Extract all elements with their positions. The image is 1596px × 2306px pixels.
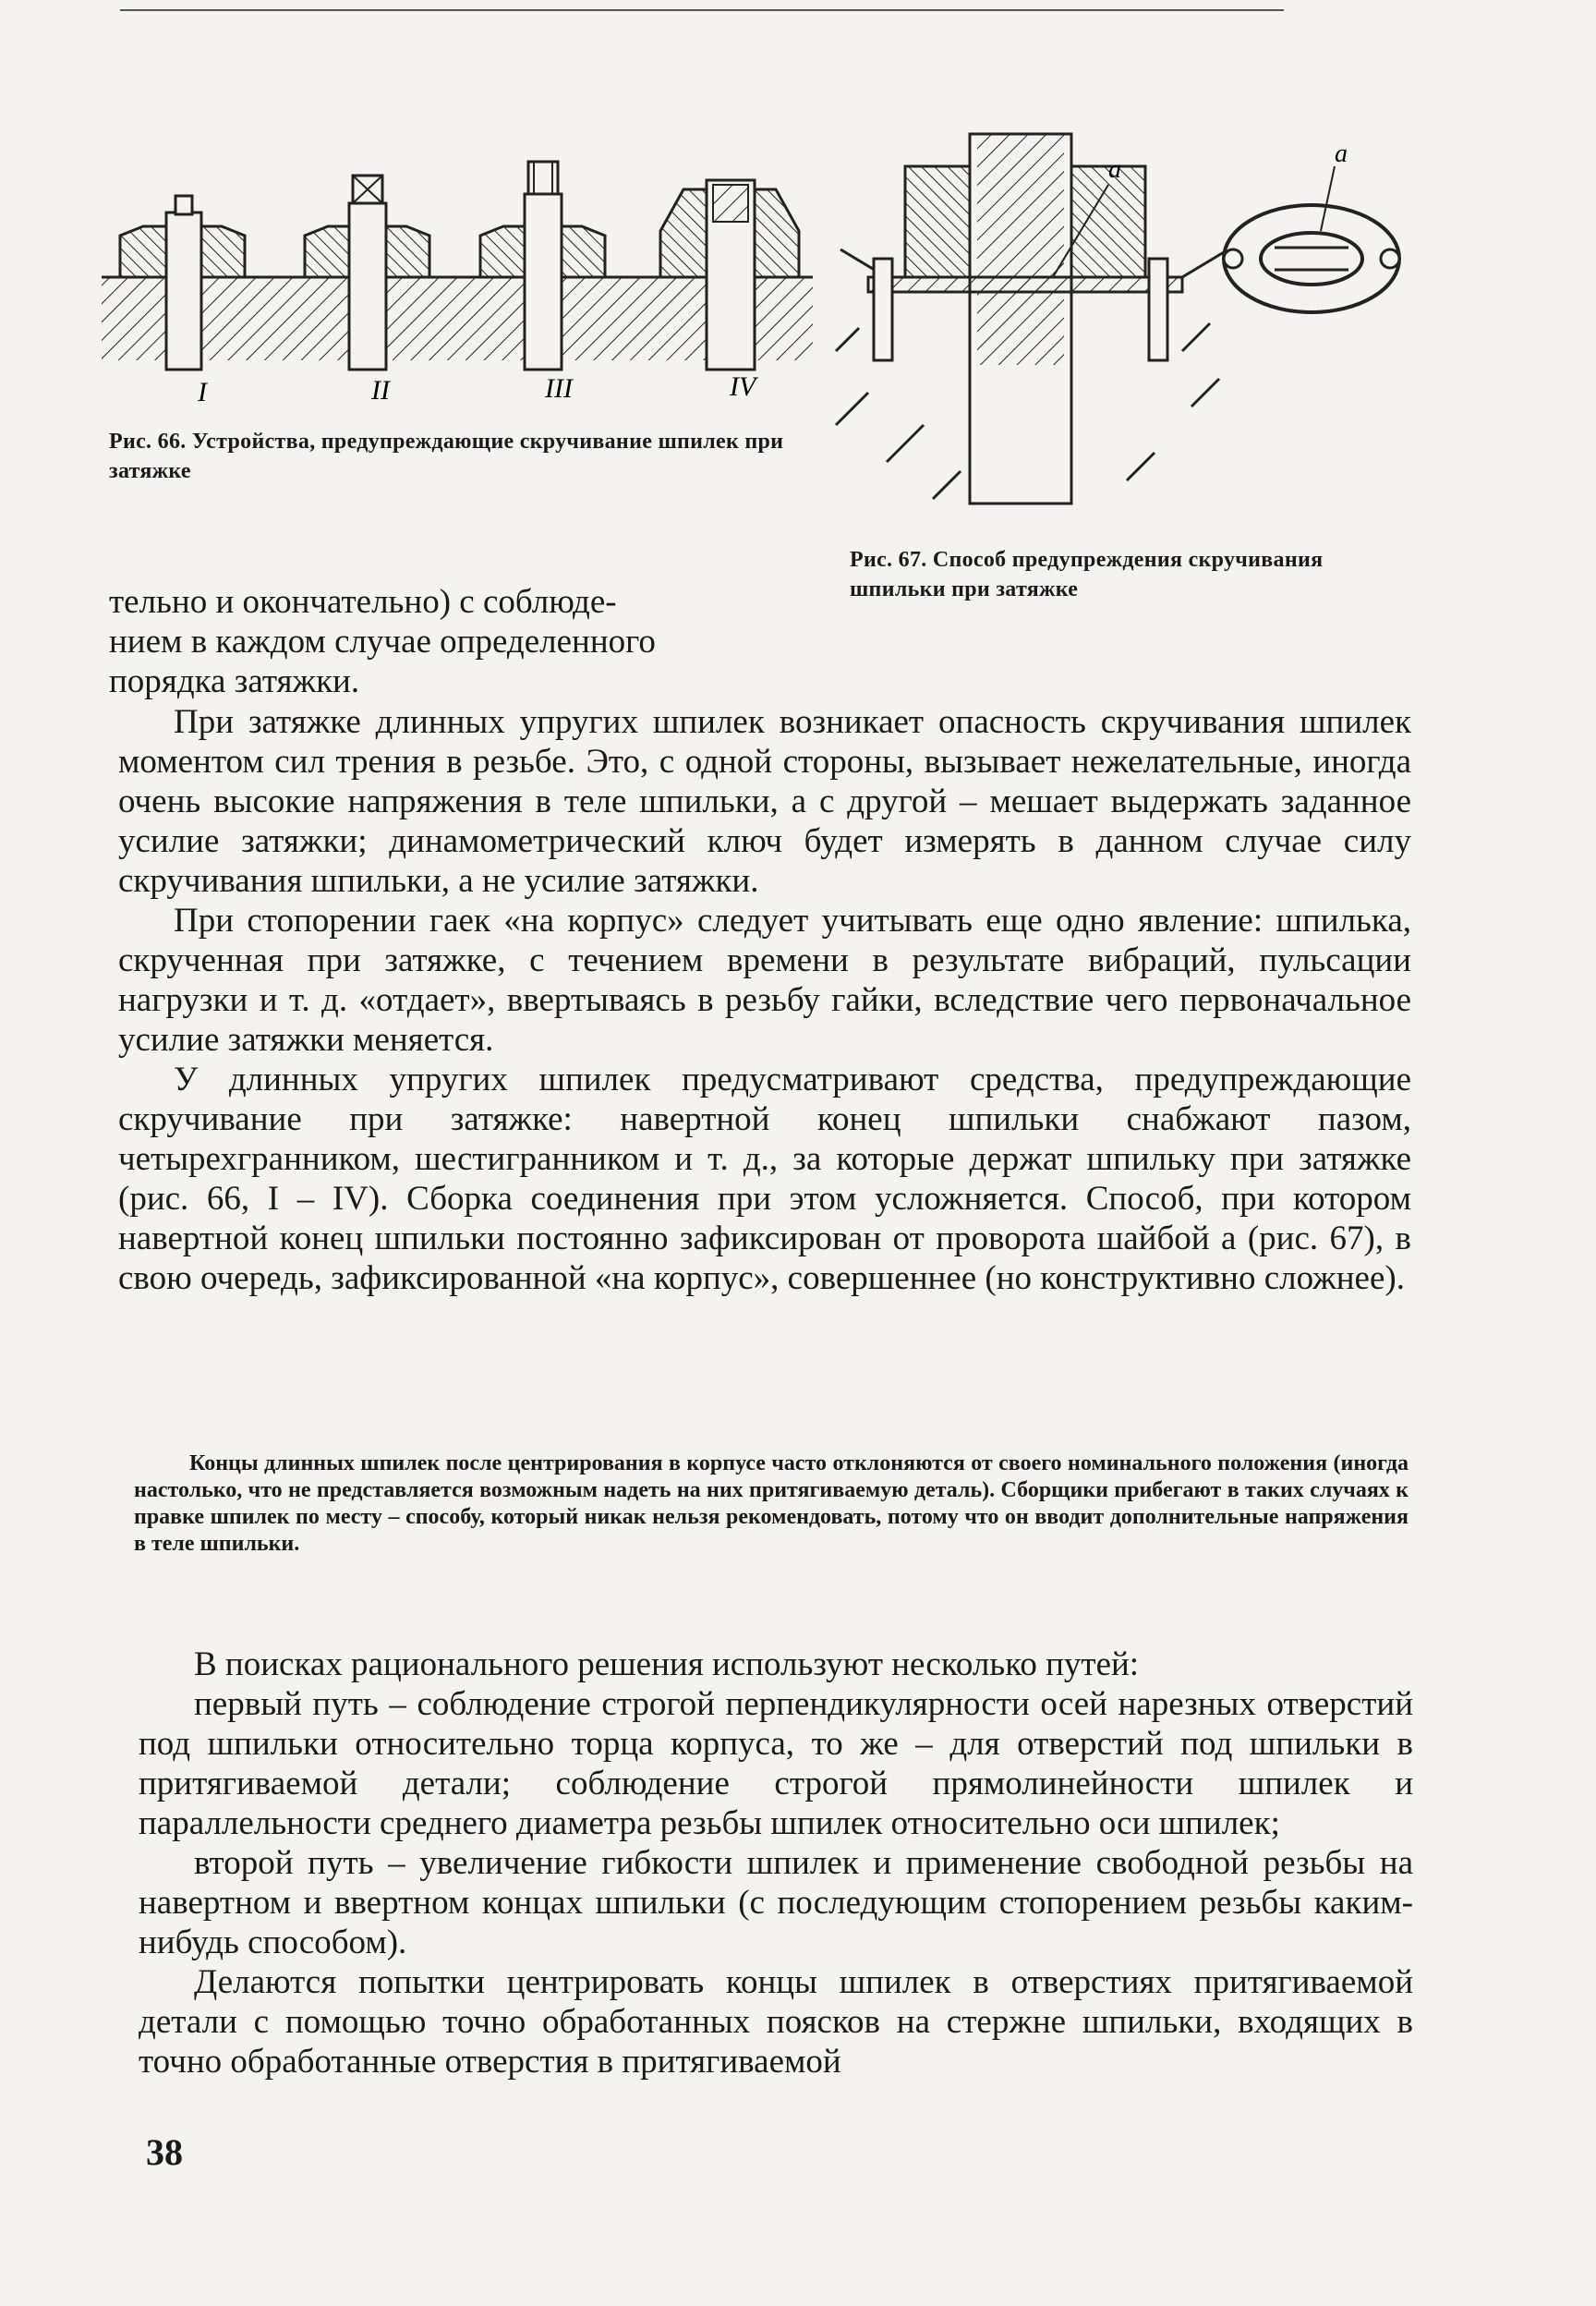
label-II: II — [371, 375, 390, 406]
figure-67-caption-label: Рис. 67. — [850, 548, 927, 572]
paragraph-2: При стопорении гаек «на корпус» следует учитывать еще одно явление: шпилька, скрученная при затяжке, с течением времени в результате вибраций, пульсации нагрузки и т. д. «отдает», ввертываясь в резьбу гайки, вследствие чего первоначальное усилие затяжки меняется. — [118, 902, 1411, 1059]
figure-67-caption-text: Способ предупреждения скручивания шпильки при затяжке — [850, 548, 1324, 601]
label-I: I — [198, 377, 207, 407]
figure-66-drawing — [102, 139, 822, 407]
paragraph-4: В поисках рационального решения используют несколько путей: — [194, 1645, 1140, 1683]
figure-67-caption — [850, 545, 1404, 604]
label-III: III — [545, 373, 573, 404]
figure-66-caption-label: Рис. 66. — [109, 430, 187, 454]
figure-67-drawing — [831, 129, 1404, 517]
label-a-section: a — [1108, 155, 1121, 184]
top-rule — [120, 9, 1284, 11]
intro-line-1: тельно и окончательно) с соблюде- — [109, 583, 617, 621]
paragraph-1: При затяжке длинных упругих шпилек возникает опасность скручивания шпилек моментом сил трения в резьбе. Это, с одной стороны, вызывает нежелательные, иногда очень высокие напряжения в теле шпильки, а с другой – мешает выдержать заданное усилие затяжки; динамометрический ключ будет измерять в данном случае силу скручивания шпильки, а не усилие затяжки. — [118, 703, 1411, 900]
figure-66-caption-text: Устройства, предупреждающие скручивание шпилек при затяжке — [109, 430, 784, 483]
figure-66-caption — [109, 427, 811, 486]
washer-section — [868, 277, 1182, 292]
intro-line-2: нием в каждом случае определенного — [109, 623, 656, 661]
intro-text — [109, 582, 756, 701]
main-text-2 — [139, 1645, 1413, 2081]
figure-66 — [102, 139, 822, 407]
paragraph-7: Делаются попытки центрировать концы шпилек в отверстиях притягиваемой детали с помощью точно обработанных поясков на стержне шпильки, входящих в точно обработанные отверстия в притягиваемой — [139, 1963, 1413, 2081]
paragraph-3: У длинных упругих шпилек предусматривают средства, предупреждающие скручивание при затяжке: навертной конец шпильки снабжают пазом, четырехгранником, шестигранником и т. д., за которые держат шпильку при затяжке (рис. 66, I – IV). Сборка соединения при этом усложняется. Способ, при котором навертной конец шпильки постоянно зафиксирован от проворота шайбой a (рис. 67), в свою очередь, зафиксированной «на корпус», совершеннее (но конструктивно сложнее). — [118, 1061, 1411, 1297]
washer-plan — [1224, 205, 1399, 312]
small-print-note: Концы длинных шпилек после центрирования в корпусе часто отклоняются от своего номинального положения (иногда настолько, что не представляется возможным надеть на них притягиваемую деталь). Сборщики прибегают в таких случаях к правке шпилек по месту – способу, который никак нельзя рекомендовать, потому что он вводит дополнительные напряжения в теле шпильки. — [134, 1451, 1409, 1556]
label-IV: IV — [730, 371, 756, 402]
main-text — [118, 702, 1411, 1298]
intro-line-3: порядка затяжки. — [109, 662, 360, 700]
figure-67 — [831, 129, 1404, 517]
label-a-plan: a — [1335, 140, 1348, 168]
page-number: 38 — [146, 2131, 183, 2173]
paragraph-5: первый путь – соблюдение строгой перпендикулярности осей нарезных отверстий под шпильки относительно торца корпуса, то же – для отверстий под шпильки в притягиваемой детали; соблюдение строгой прямолинейности шпилек и параллельности среднего диаметра резьбы шпилек относительно оси шпилек; — [139, 1685, 1413, 1842]
paragraph-6: второй путь – увеличение гибкости шпилек и применение свободной резьбы на навертном и ввертном концах шпильки (с последующим стопорением резьбы каким-нибудь способом). — [139, 1844, 1413, 1961]
